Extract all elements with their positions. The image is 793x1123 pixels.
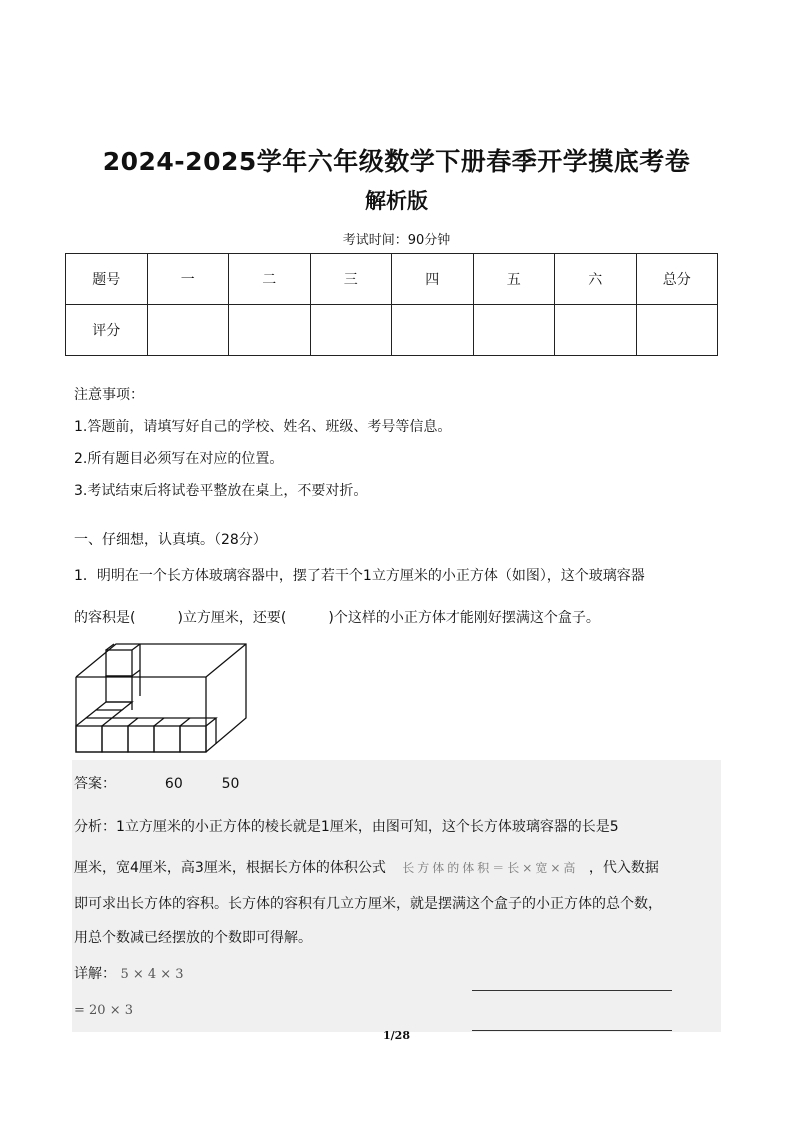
detail-expression: 5 × 4 × 3 bbox=[120, 967, 184, 982]
score-header-cell: 五 bbox=[473, 254, 555, 305]
score-header-cell: 六 bbox=[555, 254, 637, 305]
analysis-text: 分析：1立方厘米的小正方体的棱长就是1厘米，由图可知，这个长方体玻璃容器的长是5 bbox=[74, 819, 619, 835]
exam-time: 考试时间：90分钟 bbox=[342, 233, 451, 248]
score-header-cell: 四 bbox=[392, 254, 474, 305]
note-item: 1.答题前，请填写好自己的学校、姓名、班级、考号等信息。 bbox=[74, 419, 452, 435]
score-table-score-row bbox=[66, 305, 718, 356]
score-header-cell: 一 bbox=[147, 254, 229, 305]
detail-expression: = 20 × 3 bbox=[74, 1003, 133, 1018]
notes-title: 注意事项： bbox=[74, 387, 144, 403]
score-table bbox=[65, 253, 718, 356]
section-heading: 一、仔细想，认真填。（28分） bbox=[74, 532, 267, 548]
cuboid-figure bbox=[74, 642, 250, 754]
answer-value-2: 50 bbox=[221, 776, 240, 792]
analysis-text-line2 bbox=[74, 857, 659, 877]
score-cell[interactable] bbox=[636, 305, 718, 356]
score-cell[interactable] bbox=[392, 305, 474, 356]
score-cell[interactable] bbox=[310, 305, 392, 356]
question-text: 1．明明在一个长方体玻璃容器中，摆了若干个1立方厘米的小正方体（如图），这个玻璃容器 bbox=[74, 568, 645, 584]
note-item: 2.所有题目必须写在对应的位置。 bbox=[74, 451, 284, 467]
page-subtitle: 解析版 bbox=[365, 189, 428, 213]
volume-formula: 长方体的体积＝长×宽×高 bbox=[402, 861, 579, 875]
divider-line bbox=[472, 990, 672, 991]
page-title: 2024-2025学年六年级数学下册春季开学摸底考卷 bbox=[102, 147, 691, 176]
score-cell[interactable] bbox=[229, 305, 311, 356]
answer-label: 答案： bbox=[74, 776, 116, 792]
score-cell[interactable] bbox=[473, 305, 555, 356]
score-header-cell: 二 bbox=[229, 254, 311, 305]
question-text: 的容积是( )立方厘米，还要( )个这样的小正方体才能刚好摆满这个盒子。 bbox=[74, 610, 600, 626]
detail-label: 详解： bbox=[74, 966, 116, 982]
score-table-header-row bbox=[66, 254, 718, 305]
page-number: 1/28 bbox=[383, 1029, 410, 1042]
answer-value-1: 60 bbox=[164, 776, 183, 792]
analysis-text: 用总个数减已经摆放的个数即可得解。 bbox=[74, 930, 312, 946]
analysis-text: ，代入数据 bbox=[588, 860, 659, 876]
score-header-cell: 总分 bbox=[636, 254, 718, 305]
detail-line bbox=[74, 963, 184, 983]
note-item: 3.考试结束后将试卷平整放在桌上，不要对折。 bbox=[74, 483, 368, 499]
score-row-label: 评分 bbox=[66, 305, 148, 356]
answer-line bbox=[74, 773, 239, 793]
score-header-cell: 三 bbox=[310, 254, 392, 305]
analysis-text: 厘米，宽4厘米，高3厘米，根据长方体的体积公式 bbox=[74, 860, 386, 876]
score-header-cell: 题号 bbox=[66, 254, 148, 305]
score-cell[interactable] bbox=[555, 305, 637, 356]
score-cell[interactable] bbox=[147, 305, 229, 356]
analysis-text: 即可求出长方体的容积。长方体的容积有几立方厘米，就是摆满这个盒子的小正方体的总个数， bbox=[74, 896, 662, 912]
